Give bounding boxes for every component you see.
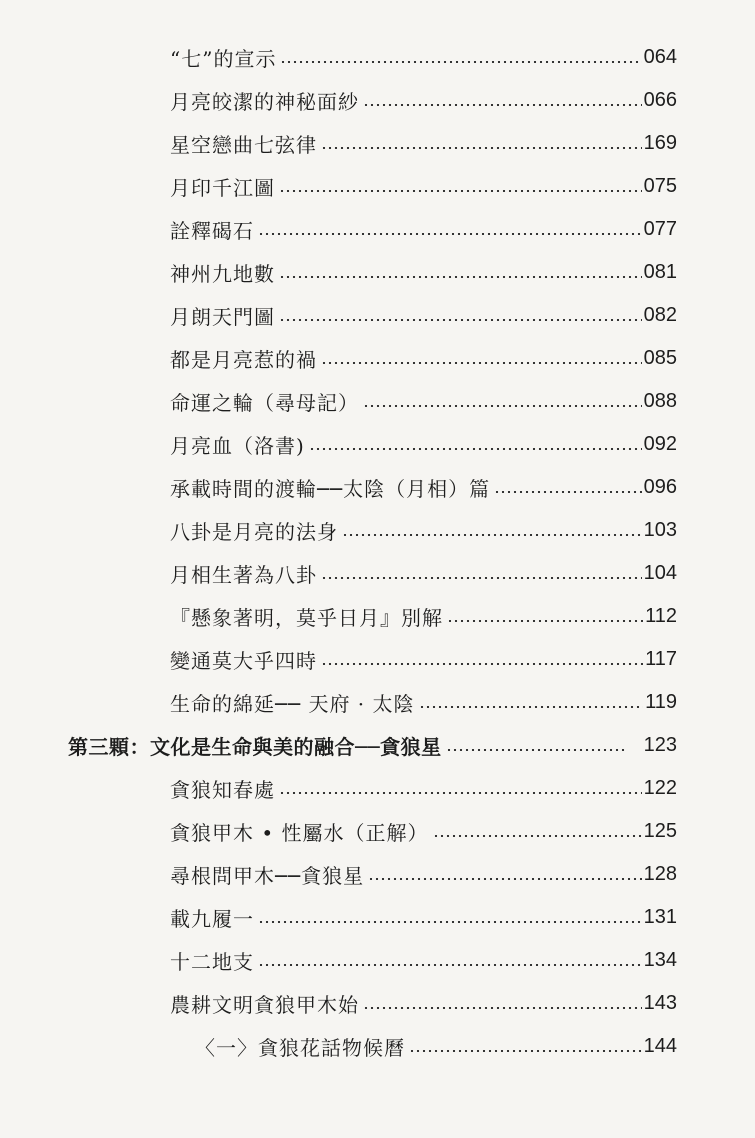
toc-entry	[0, 681, 755, 724]
dot-leader	[321, 663, 643, 665]
toc-entry-page: 064	[643, 46, 677, 68]
toc-entry	[0, 165, 755, 208]
toc-entry-page: 077	[643, 218, 677, 240]
toc-entry-page: 082	[643, 304, 677, 326]
toc-chapter-title: 第三顆：文化是生命與美的融合──貪狼星	[68, 735, 442, 759]
toc-entry-title: 八卦是月亮的法身	[170, 520, 338, 544]
toc-entry-page: 103	[643, 519, 677, 541]
toc-subentry-title: 〈一〉貪狼花話物候曆	[195, 1036, 405, 1060]
toc-subentry	[0, 1025, 755, 1068]
dot-leader	[368, 878, 642, 880]
dot-leader	[280, 61, 641, 63]
toc-entry-title: 月印千江圖	[170, 176, 275, 200]
dot-leader	[494, 491, 642, 493]
toc-entry-title: 神州九地數	[170, 262, 275, 286]
dot-leader	[321, 577, 642, 579]
dot-leader	[258, 233, 642, 235]
toc-entry-page: 169	[643, 132, 677, 154]
dot-leader	[409, 1050, 642, 1052]
toc-entry-title: 『懸象著明，莫乎日月』別解	[170, 606, 443, 630]
toc-entry-title: 月亮皎潔的神秘面紗	[170, 90, 359, 114]
toc-entry	[0, 36, 755, 79]
toc-entry-page: 117	[645, 648, 677, 670]
dot-leader	[447, 620, 643, 622]
toc-entry-page: 112	[645, 605, 677, 627]
dot-leader	[279, 792, 642, 794]
toc-entry	[0, 251, 755, 294]
dot-leader	[321, 362, 642, 364]
toc-entry	[0, 552, 755, 595]
toc-entry-title: 生命的綿延── 天府 · 太陰	[170, 692, 415, 716]
toc-entry-title: 承載時間的渡輪──太陰（月相）篇	[170, 477, 491, 501]
toc-entry-title: 月朗天門圖	[170, 305, 275, 329]
dot-leader	[446, 749, 626, 751]
dot-leader	[363, 1007, 642, 1009]
toc-entry	[0, 896, 755, 939]
toc-entry	[0, 810, 755, 853]
dot-leader	[258, 964, 642, 966]
toc-entry-page: 128	[643, 863, 677, 885]
toc-chapter-heading	[0, 724, 755, 767]
toc-entry-page: 122	[643, 777, 677, 799]
toc-entry	[0, 337, 755, 380]
toc-entry-title: 載九履一	[170, 907, 254, 931]
toc-entry-page: 119	[645, 691, 677, 713]
toc-entry	[0, 638, 755, 681]
toc-entry-page: 143	[643, 992, 677, 1014]
toc-entry	[0, 939, 755, 982]
toc-entry-title: 變通莫大乎四時	[170, 649, 317, 673]
dot-leader	[279, 276, 642, 278]
toc-entry	[0, 466, 755, 509]
toc-entry	[0, 122, 755, 165]
toc-entry-page: 092	[643, 433, 677, 455]
dot-leader	[279, 190, 642, 192]
dot-leader	[419, 706, 644, 708]
toc-entry-page: 096	[643, 476, 677, 498]
toc-entry-title: 星空戀曲七弦律	[170, 133, 317, 157]
toc-entry-page: 075	[643, 175, 677, 197]
toc-entry-title: 月亮血（洛書)	[170, 434, 305, 458]
toc-entry-title: 詮釋碣石	[170, 219, 254, 243]
toc-entry	[0, 853, 755, 896]
toc-entry-page: 085	[643, 347, 677, 369]
toc-entry	[0, 509, 755, 552]
toc-entry	[0, 79, 755, 122]
dot-leader	[279, 319, 642, 321]
toc-entry-page: 104	[643, 562, 677, 584]
toc-entry	[0, 294, 755, 337]
dot-leader	[321, 147, 642, 149]
toc-entry	[0, 982, 755, 1025]
table-of-contents	[0, 36, 755, 1068]
toc-entry-title: 貪狼知春處	[170, 778, 275, 802]
toc-entry	[0, 208, 755, 251]
toc-entry-title: 農耕文明貪狼甲木始	[170, 993, 359, 1017]
dot-leader	[258, 921, 642, 923]
dot-leader	[363, 405, 642, 407]
dot-leader	[342, 534, 642, 536]
toc-entry-title: 貪狼甲木 • 性屬水（正解）	[170, 821, 429, 845]
toc-entry	[0, 423, 755, 466]
toc-entry	[0, 595, 755, 638]
dot-leader	[363, 104, 642, 106]
toc-entry-page: 131	[643, 906, 677, 928]
toc-entry	[0, 380, 755, 423]
toc-entry-page: 134	[643, 949, 677, 971]
toc-entry-title: 都是月亮惹的禍	[170, 348, 317, 372]
toc-chapter-page: 123	[643, 734, 677, 756]
toc-entry-title: 月相生著為八卦	[170, 563, 317, 587]
toc-subentry-page: 144	[643, 1035, 677, 1057]
toc-entry-page: 125	[643, 820, 677, 842]
toc-entry-page: 081	[643, 261, 677, 283]
toc-entry-title: “七”的宣示	[170, 47, 277, 71]
toc-entry-page: 066	[643, 89, 677, 111]
toc-entry-page: 088	[643, 390, 677, 412]
toc-entry	[0, 767, 755, 810]
toc-entry-title: 命運之輪（尋母記）	[170, 391, 359, 415]
toc-entry-title: 十二地支	[170, 950, 254, 974]
dot-leader	[309, 448, 642, 450]
toc-entry-title: 尋根問甲木──貪狼星	[170, 864, 365, 888]
dot-leader	[433, 835, 642, 837]
